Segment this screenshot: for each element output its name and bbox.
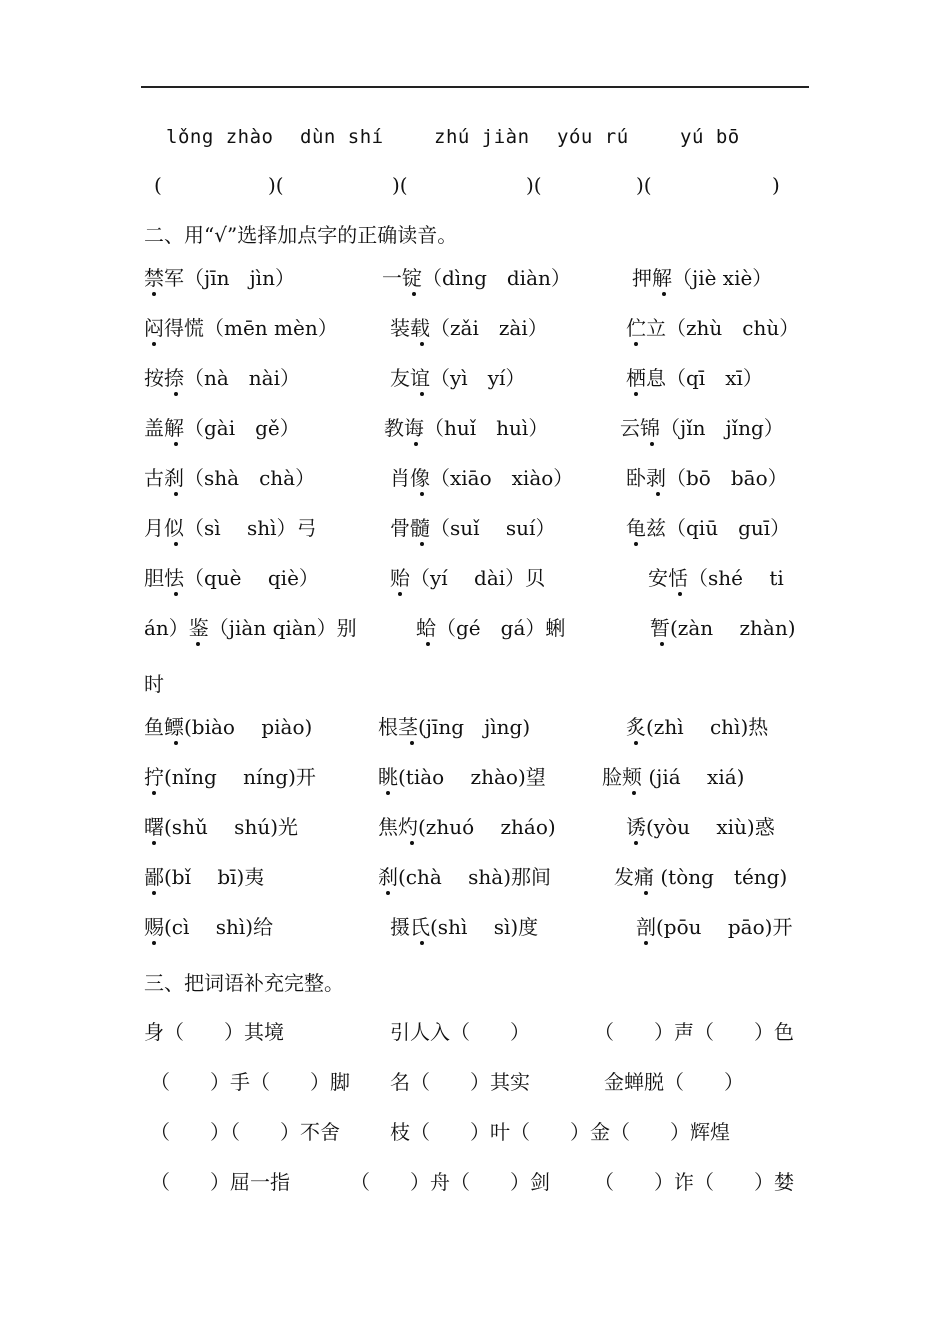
s2-r13-c1: 鄙(bǐ bī)夷 [144,865,265,889]
s2-r11-c3: 脸颊 (jiá xiá) [602,765,745,789]
emphasis-dot [634,392,638,396]
pinyin-3: zhú jiàn [434,126,530,148]
s2-r10-c1: 鱼鳔(biào piào) [144,715,313,739]
emphasis-dot [644,891,648,895]
s3-r4-c1: （ ）屈一指 [150,1170,290,1194]
s2-r2-c2: 装载（zǎi zài） [390,316,548,340]
bracket-4: )( [526,173,542,197]
s2-r1-c3: 押解（jiè xiè） [632,266,773,290]
emphasis-dot [650,442,654,446]
s2-r13-c2: 刹(chà shà)那间 [378,865,552,889]
s2-r14-c1: 赐(cì shì)给 [144,915,274,939]
s2-r13-c3: 发痛 (tòng téng) [614,865,788,889]
s3-r2-c3: 金蝉脱（ ） [604,1070,744,1094]
s2-r6-c2: 骨髓（suǐ suí） [390,516,556,540]
emphasis-dot [420,392,424,396]
emphasis-dot [634,542,638,546]
pinyin-5: yú bō [680,126,740,148]
emphasis-dot [420,941,424,945]
s2-r11-c2: 眺(tiào zhào)望 [378,765,546,789]
emphasis-dot [412,292,416,296]
emphasis-dot [420,542,424,546]
emphasis-dot [174,392,178,396]
s2-r11-c1: 拧(nǐng níng)开 [144,765,316,789]
s3-r4-c2: （ ）舟（ ）剑 [350,1170,550,1194]
emphasis-dot [634,841,638,845]
s2-r5-c1: 古刹（shà chà） [144,466,316,490]
s2-r3-c1: 按捺（nà nài） [144,366,301,390]
top-rule [141,86,809,88]
emphasis-dot [152,791,156,795]
emphasis-dot [174,492,178,496]
s2-r3-c3: 栖息（qī xī） [626,366,763,390]
emphasis-dot [152,292,156,296]
emphasis-dot [152,841,156,845]
s2-r14-c2: 摄氏(shì sì)度 [390,915,539,939]
emphasis-dot [414,442,418,446]
emphasis-dot [386,791,390,795]
s2-r6-c1: 月似（sì shì）弓 [144,516,317,540]
pinyin-1: lǒng zhào [166,126,274,148]
emphasis-dot [174,542,178,546]
pinyin-2: dùn shí [300,126,384,148]
emphasis-dot [152,342,156,346]
s2-r6-c3: 龟兹（qiū guī） [626,516,791,540]
emphasis-dot [152,941,156,945]
emphasis-dot [634,741,638,745]
s2-r10-c3: 炙(zhì chì)热 [626,715,769,739]
s2-r12-c1: 曙(shǔ shú)光 [144,815,299,839]
s2-r2-c1: 闷得慌（mēn mèn） [144,316,338,340]
emphasis-dot [660,642,664,646]
emphasis-dot [410,841,414,845]
emphasis-dot [656,492,660,496]
emphasis-dot [410,741,414,745]
emphasis-dot [398,592,402,596]
emphasis-dot [386,891,390,895]
emphasis-dot [174,741,178,745]
emphasis-dot [632,791,636,795]
s2-r12-c3: 诱(yòu xiù)惑 [626,815,775,839]
s3-r3-c2: 枝（ ）叶（ ）金（ ）辉煌 [390,1120,730,1144]
s3-r1-c3: （ ）声（ ）色 [594,1020,794,1044]
emphasis-dot [174,592,178,596]
s3-r4-c3: （ ）诈（ ）婪 [594,1170,794,1194]
bracket-5: )( [636,173,652,197]
s2-r4-c2: 教诲（huǐ huì） [384,416,549,440]
s2-r7-c3: 安恬（shé ti [648,566,784,590]
emphasis-dot [662,292,666,296]
s3-r1-c2: 引人入（ ） [390,1020,530,1044]
s2-r8-c1: án）鉴（jiàn qiàn）别 [144,616,357,640]
s2-r8-c2: 蛤（gé gá）蜊 [416,616,566,640]
emphasis-dot [634,342,638,346]
bracket-1: ( [154,173,162,197]
pinyin-4: yóu rú [557,126,629,148]
s2-r1-c1: 禁军（jīn jìn） [144,266,295,290]
bracket-2: )( [268,173,284,197]
s2-r7-c1: 胆怯（què qiè） [144,566,319,590]
s3-r2-c1: （ ）手（ ）脚 [150,1070,350,1094]
s2-r10-c2: 根茎(jīng jìng) [378,715,531,739]
s2-r5-c3: 卧剥（bō bāo） [626,466,788,490]
emphasis-dot [644,941,648,945]
s2-r4-c1: 盖解（gài gě） [144,416,300,440]
s3-r2-c2: 名（ ）其实 [390,1070,530,1094]
s2-r12-c2: 焦灼(zhuó zháo) [378,815,556,839]
emphasis-dot [420,342,424,346]
s2-r5-c2: 肖像（xiāo xiào） [390,466,574,490]
s2-r9-c1: 时 [144,672,164,696]
s2-r1-c2: 一锭（dìng diàn） [382,266,571,290]
emphasis-dot [420,492,424,496]
emphasis-dot [174,442,178,446]
emphasis-dot [426,642,430,646]
s2-r14-c3: 剖(pōu pāo)开 [636,915,793,939]
s2-r2-c3: 伫立（zhù chù） [626,316,800,340]
emphasis-dot [678,592,682,596]
bracket-6: ) [772,173,780,197]
s2-r8-c3: 暂(zàn zhàn) [650,616,796,640]
emphasis-dot [152,891,156,895]
s3-r3-c1: （ ）（ ）不舍 [150,1120,340,1144]
s2-r4-c3: 云锦（jǐn jǐng） [620,416,784,440]
s3-r1-c1: 身（ ）其境 [144,1020,284,1044]
s2-r3-c2: 友谊（yì yí） [390,366,526,390]
emphasis-dot [196,642,200,646]
section3-title: 三、把词语补充完整。 [144,971,344,995]
s2-r7-c2: 贻（yí dài）贝 [390,566,546,590]
bracket-3: )( [392,173,408,197]
section2-title: 二、用“√”选择加点字的正确读音。 [144,223,458,247]
